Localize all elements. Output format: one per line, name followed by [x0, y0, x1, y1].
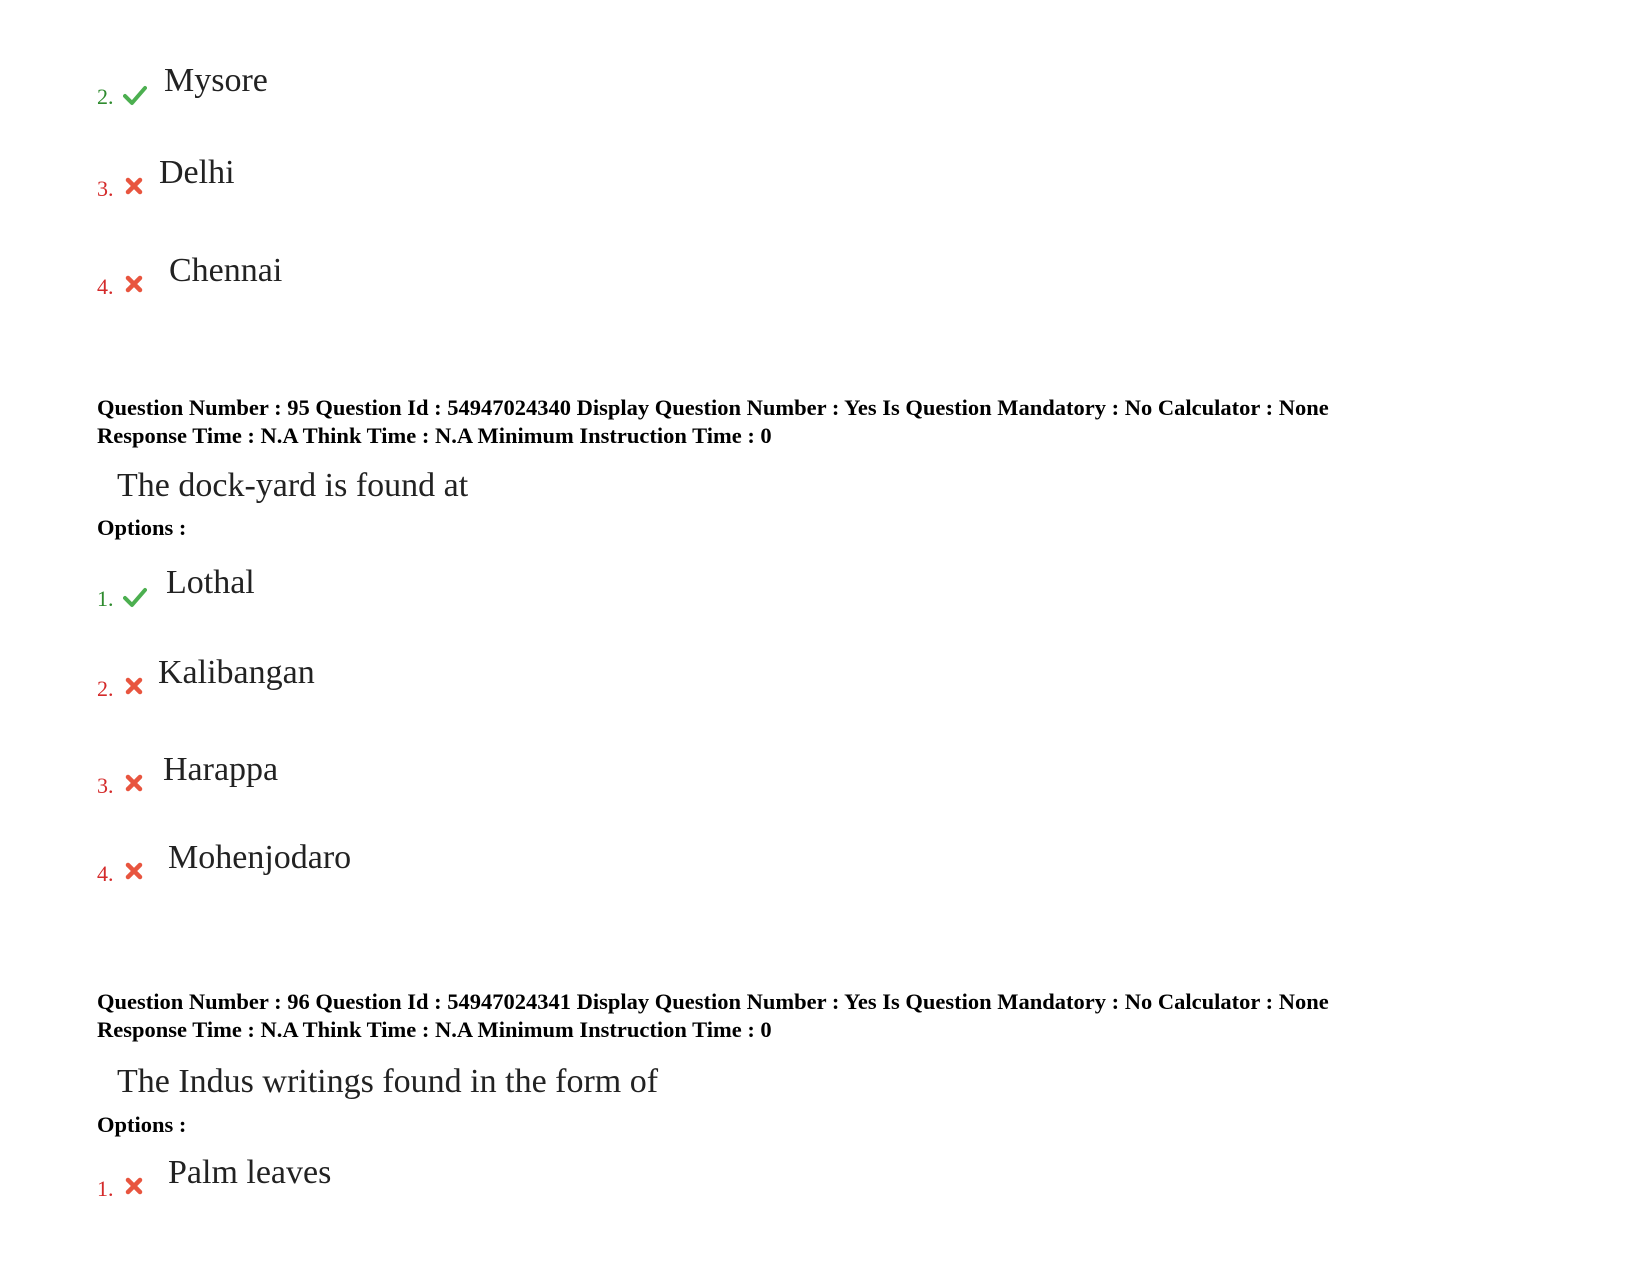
question-meta-line2: Response Time : N.A Think Time : N.A Minimum Instruction Time : 0 — [97, 1017, 772, 1042]
option-number: 4. — [97, 861, 114, 886]
option-text: Harappa — [163, 751, 279, 788]
question-text: The dock-yard is found at — [117, 467, 469, 504]
cross-icon — [125, 862, 143, 880]
cross-icon — [125, 275, 143, 293]
option-number: 2. — [97, 84, 114, 109]
check-icon — [123, 84, 147, 106]
option-number: 2. — [97, 676, 114, 701]
question-meta-line2: Response Time : N.A Think Time : N.A Minimum Instruction Time : 0 — [97, 423, 772, 448]
option-number: 1. — [97, 586, 114, 611]
option-text: Mohenjodaro — [168, 839, 352, 876]
option-text: Chennai — [169, 252, 283, 289]
option-number: 1. — [97, 1176, 114, 1201]
option-text: Mysore — [164, 62, 268, 99]
cross-icon — [125, 677, 143, 695]
option-text: Lothal — [166, 564, 255, 601]
options-label: Options : — [97, 515, 187, 540]
cross-icon — [125, 177, 143, 195]
question-meta-line1: Question Number : 96 Question Id : 54947024341 Display Question Number : Yes Is Question Mandatory : No Calculator : None — [97, 989, 1329, 1014]
question-meta-line1: Question Number : 95 Question Id : 54947024340 Display Question Number : Yes Is Question Mandatory : No Calculator : None — [97, 395, 1329, 420]
check-icon — [123, 586, 147, 608]
option-text: Kalibangan — [158, 654, 315, 691]
option-text: Delhi — [159, 154, 235, 191]
option-text: Palm leaves — [168, 1154, 332, 1191]
cross-icon — [125, 1177, 143, 1195]
option-number: 4. — [97, 274, 114, 299]
options-label: Options : — [97, 1112, 187, 1137]
option-number: 3. — [97, 773, 114, 798]
option-number: 3. — [97, 176, 114, 201]
cross-icon — [125, 774, 143, 792]
question-text: The Indus writings found in the form of — [117, 1063, 659, 1100]
